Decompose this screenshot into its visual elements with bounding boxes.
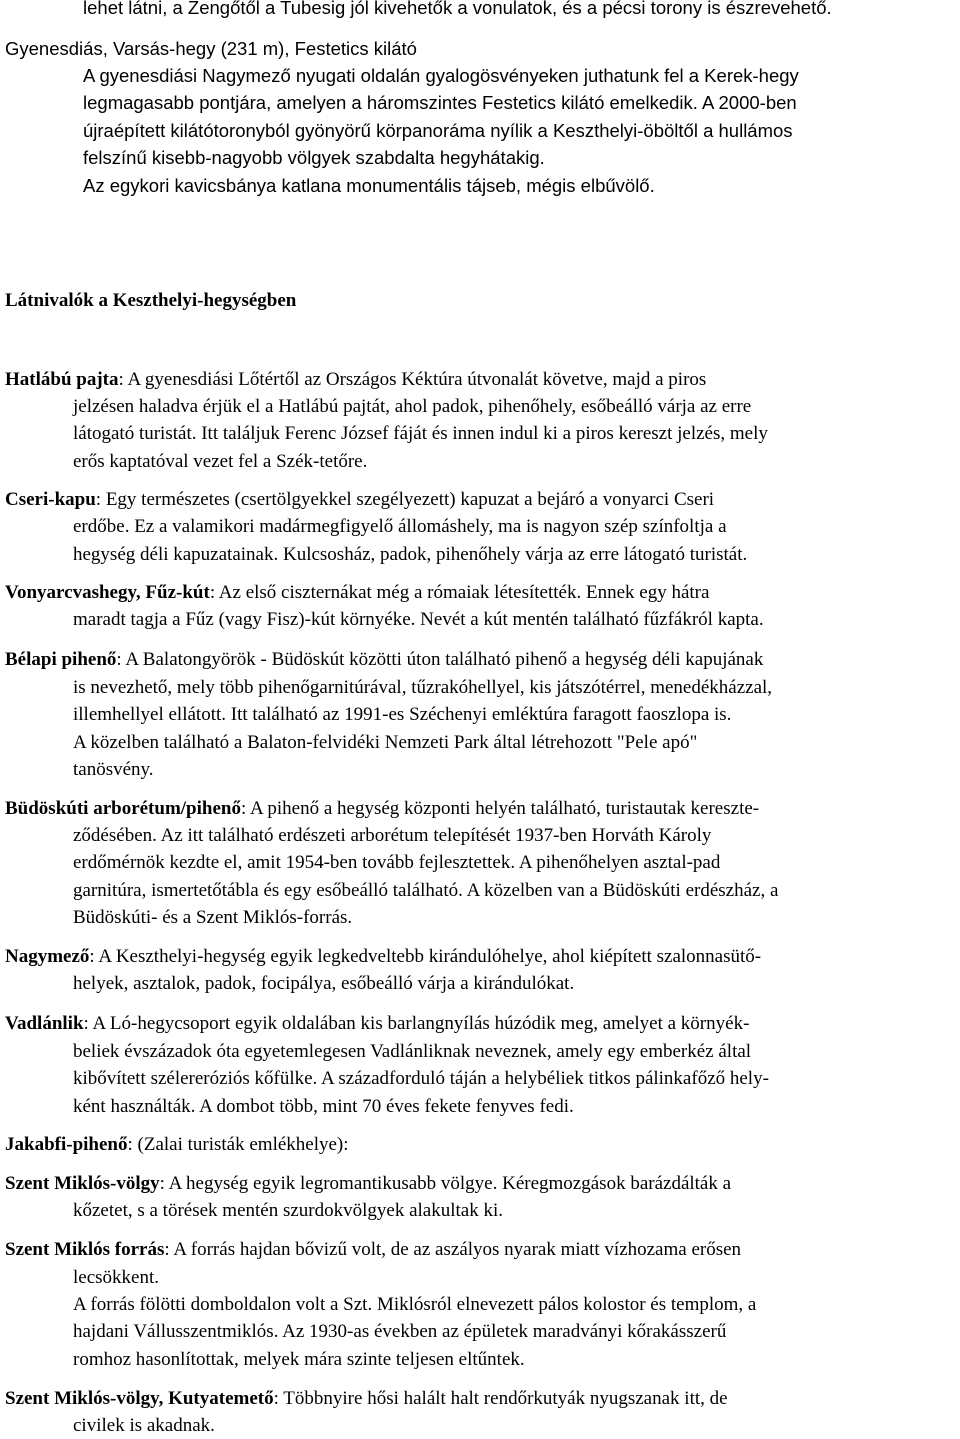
entry-separator: : — [89, 946, 95, 967]
gyenesdias-title: Gyenesdiás, Varsás-hegy (231 m), Festetics kilátó — [5, 38, 417, 59]
entry-cseri-line-1 — [5, 486, 714, 513]
entry-separator: : — [118, 369, 124, 390]
entry-nagymezo-line-1 — [5, 943, 761, 970]
gyenesdias-line-5: Az egykori kavicsbánya katlana monumentális tájseb, mégis elbűvölő. — [83, 175, 655, 196]
entry-hatlabu-line-3: látogató turistát. Itt találjuk Ferenc József fáját és innen indul ki a piros kereszt jelzés, mely — [73, 423, 768, 444]
entry-separator: : — [209, 582, 216, 603]
entry-budoskuti-line-4: garnitúra, ismertetőtábla és egy esőbeálló található. A közelben van a Büdöskúti erdészház, a — [73, 880, 779, 901]
entry-cseri-text-1: Egy természetes (csertölgyekkel szegélyezett) kapuzat a bejáró a vonyarci Cseri — [101, 489, 715, 510]
entry-separator: : — [273, 1388, 279, 1409]
entry-vadlanlik-line-1 — [5, 1010, 749, 1037]
entry-szmvolgy-line-1 — [5, 1170, 731, 1197]
entry-budoskuti-line-3: erdőmérnök kezdte el, amit 1954-ben tovább fejlesztettek. A pihenőhelyen asztal-pad — [73, 852, 721, 873]
entry-szmforras-line-3: A forrás fölötti domboldalon volt a Szt. Miklósról elnevezett pálos kolostor és templom, a — [73, 1294, 757, 1315]
entry-budoskuti-line-2: ződésében. Az itt található erdészeti arborétum telepítését 1937-ben Horváth Károly — [73, 825, 712, 846]
entry-vonyarc-line-1 — [5, 579, 709, 606]
entry-budoskuti-text-1: A pihenő a hegység központi helyén található, turistautak kereszte- — [246, 798, 760, 819]
entry-hatlabu-name: Hatlábú pajta — [5, 369, 119, 390]
entry-szmforras-name: Szent Miklós forrás — [5, 1239, 165, 1260]
entry-szmforras-line-1 — [5, 1236, 741, 1263]
gyenesdias-line-2 — [83, 89, 797, 116]
entry-nagymezo-text-1: A Keszthelyi-hegység egyik legkedveltebb kirándulóhelye, ahol kiépített szalonnasütő- — [94, 946, 762, 967]
entry-separator: : — [164, 1239, 170, 1260]
entry-nagymezo-line-2: helyek, asztalok, padok, focipálya, esőbeálló várja a kirándulókat. — [73, 973, 575, 994]
entry-szmvolgy-text-1: A hegység egyik legromantikusabb völgye. Kéregmozgások barázdálták a — [164, 1173, 732, 1194]
intro-continuation-line: lehet látni, a Zengőtől a Tubesig jól kivehetők a vonulatok, és a pécsi torony is észrevehető. — [83, 0, 832, 18]
entry-jakabfi-text-1: (Zalai turisták emlékhelye): — [132, 1134, 349, 1155]
entry-belapi-line-5: tanösvény. — [73, 759, 154, 780]
section-heading: Látnivalók a Keszthelyi-hegységben — [5, 290, 297, 311]
entry-kutyatemeto-name: Szent Miklós-völgy, Kutyatemető — [5, 1388, 274, 1409]
entry-szmforras-text-1: A forrás hajdan bővizű volt, de az aszályos nyarak miatt vízhozama erősen — [169, 1239, 742, 1260]
gyenesdias-line-2a: legmagasabb pontjára, amelyen a háromszintes Festetics kilátó emelkedik. — [83, 92, 698, 113]
entry-hatlabu-line-2: jelzésen haladva érjük el a Hatlábú pajtát, ahol padok, pihenőhely, esőbeálló várja az erre — [73, 396, 752, 417]
entry-szmvolgy-line-2: kőzetet, s a törések mentén szurdokvölgyek alakultak ki. — [73, 1200, 504, 1221]
entry-belapi-line-1 — [5, 646, 763, 673]
entry-separator: : — [240, 798, 247, 819]
entry-vonyarc-text-1: Az első ciszternákat még a rómaiak létesítették. Ennek egy hátra — [215, 582, 710, 603]
entry-hatlabu-line-1 — [5, 366, 706, 393]
entry-belapi-line-4: A közelben található a Balaton-felvidéki Nemzeti Park által létrehozott "Pele apó" — [73, 732, 698, 753]
gyenesdias-line-4: felszínű kisebb-nagyobb völgyek szabdalta hegyhátakig. — [83, 147, 545, 168]
entry-budoskuti-line-1 — [5, 795, 759, 822]
entry-vadlanlik-name: Vadlánlik — [5, 1013, 84, 1034]
entry-kutyatemeto-line-1 — [5, 1385, 728, 1412]
entry-cseri-name: Cseri-kapu — [5, 489, 96, 510]
entry-belapi-line-2: is nevezhető, mely több pihenőgarnitúrával, tűzrakóhellyel, kis játszótérrel, menedékházzal, — [73, 677, 773, 698]
entry-budoskuti-name: Büdöskúti arborétum/pihenő — [5, 798, 241, 819]
entry-szmvolgy-name: Szent Miklós-völgy — [5, 1173, 160, 1194]
gyenesdias-line-3: újraépített kilátótoronyból gyönyörű körpanoráma nyílik a Keszthelyi-öböltől a hullámos — [83, 120, 793, 141]
entry-belapi-line-3: illemhellyel ellátott. Itt található az 1991-es Széchenyi emléktúra faragott faoszlopa is. — [73, 704, 732, 725]
entry-jakabfi-line-1 — [5, 1131, 349, 1158]
entry-kutyatemeto-text-1: Többnyire hősi halált halt rendőrkutyák nyugszanak itt, de — [278, 1388, 728, 1409]
entry-budoskuti-line-5: Büdöskúti- és a Szent Miklós-forrás. — [73, 907, 353, 928]
entry-vadlanlik-text-1: A Ló-hegycsoport egyik oldalában kis barlangnyílás húzódik meg, amelyet a környék- — [88, 1013, 750, 1034]
entry-separator: : — [95, 489, 102, 510]
entry-separator: : — [83, 1013, 89, 1034]
entry-vonyarc-name: Vonyarcvashegy, Fűz-kút — [5, 582, 210, 603]
entry-hatlabu-line-4: erős kaptatóval vezet fel a Szék-tetőre. — [73, 451, 368, 472]
entry-szmforras-line-4: hajdani Vállusszentmiklós. Az 1930-as években az épületek maradványi kőrakásszerű — [73, 1321, 727, 1342]
gyenesdias-line-2b: A 2000-ben — [697, 92, 797, 113]
gyenesdias-line-1: A gyenesdiási Nagymező nyugati oldalán gyalogösvényeken juthatunk fel a Kerek-hegy — [83, 65, 799, 86]
entry-cseri-line-3: hegység déli kapuzatainak. Kulcsosház, padok, pihenőhely várja az erre látogató turistát. — [73, 544, 748, 565]
entry-szmforras-line-2: lecsökkent. — [73, 1267, 160, 1288]
entry-cseri-line-2: erdőbe. Ez a valamikori madármegfigyelő állomáshely, ma is nagyon szép színfoltja a — [73, 516, 727, 537]
entry-jakabfi-name: Jakabfi-pihenő — [5, 1134, 128, 1155]
entry-nagymezo-name: Nagymező — [5, 946, 90, 967]
entry-vadlanlik-line-4: ként használták. A dombot több, mint 70 éves fekete fenyves fedi. — [73, 1096, 574, 1117]
entry-separator: : — [127, 1134, 133, 1155]
entry-vadlanlik-line-3: kibővített szélereróziós kőfülke. A századforduló táján a helybéliek titkos pálinkafőző hely- — [73, 1068, 769, 1089]
entry-szmforras-line-5: romhoz hasonlítottak, melyek mára szinte teljesen eltűntek. — [73, 1349, 525, 1370]
entry-kutyatemeto-line-2: civilek is akadnak. — [73, 1415, 215, 1436]
entry-vadlanlik-line-2: beliek évszázadok óta egyetemlegesen Vadlánliknak neveznek, amely egy emberkéz által — [73, 1041, 752, 1062]
entry-separator: : — [116, 649, 122, 670]
entry-vonyarc-line-2: maradt tagja a Fűz (vagy Fisz)-kút környéke. Nevét a kút mentén található fűzfákról kapta. — [73, 609, 764, 630]
entry-belapi-text-1: A Balatongyörök - Büdöskút közötti úton található pihenő a hegység déli kapujának — [121, 649, 764, 670]
entry-hatlabu-text-1: A gyenesdiási Lőtértől az Országos Kéktúra útvonalát követve, majd a piros — [123, 369, 707, 390]
entry-separator: : — [159, 1173, 165, 1194]
entry-belapi-name: Bélapi pihenő — [5, 649, 117, 670]
